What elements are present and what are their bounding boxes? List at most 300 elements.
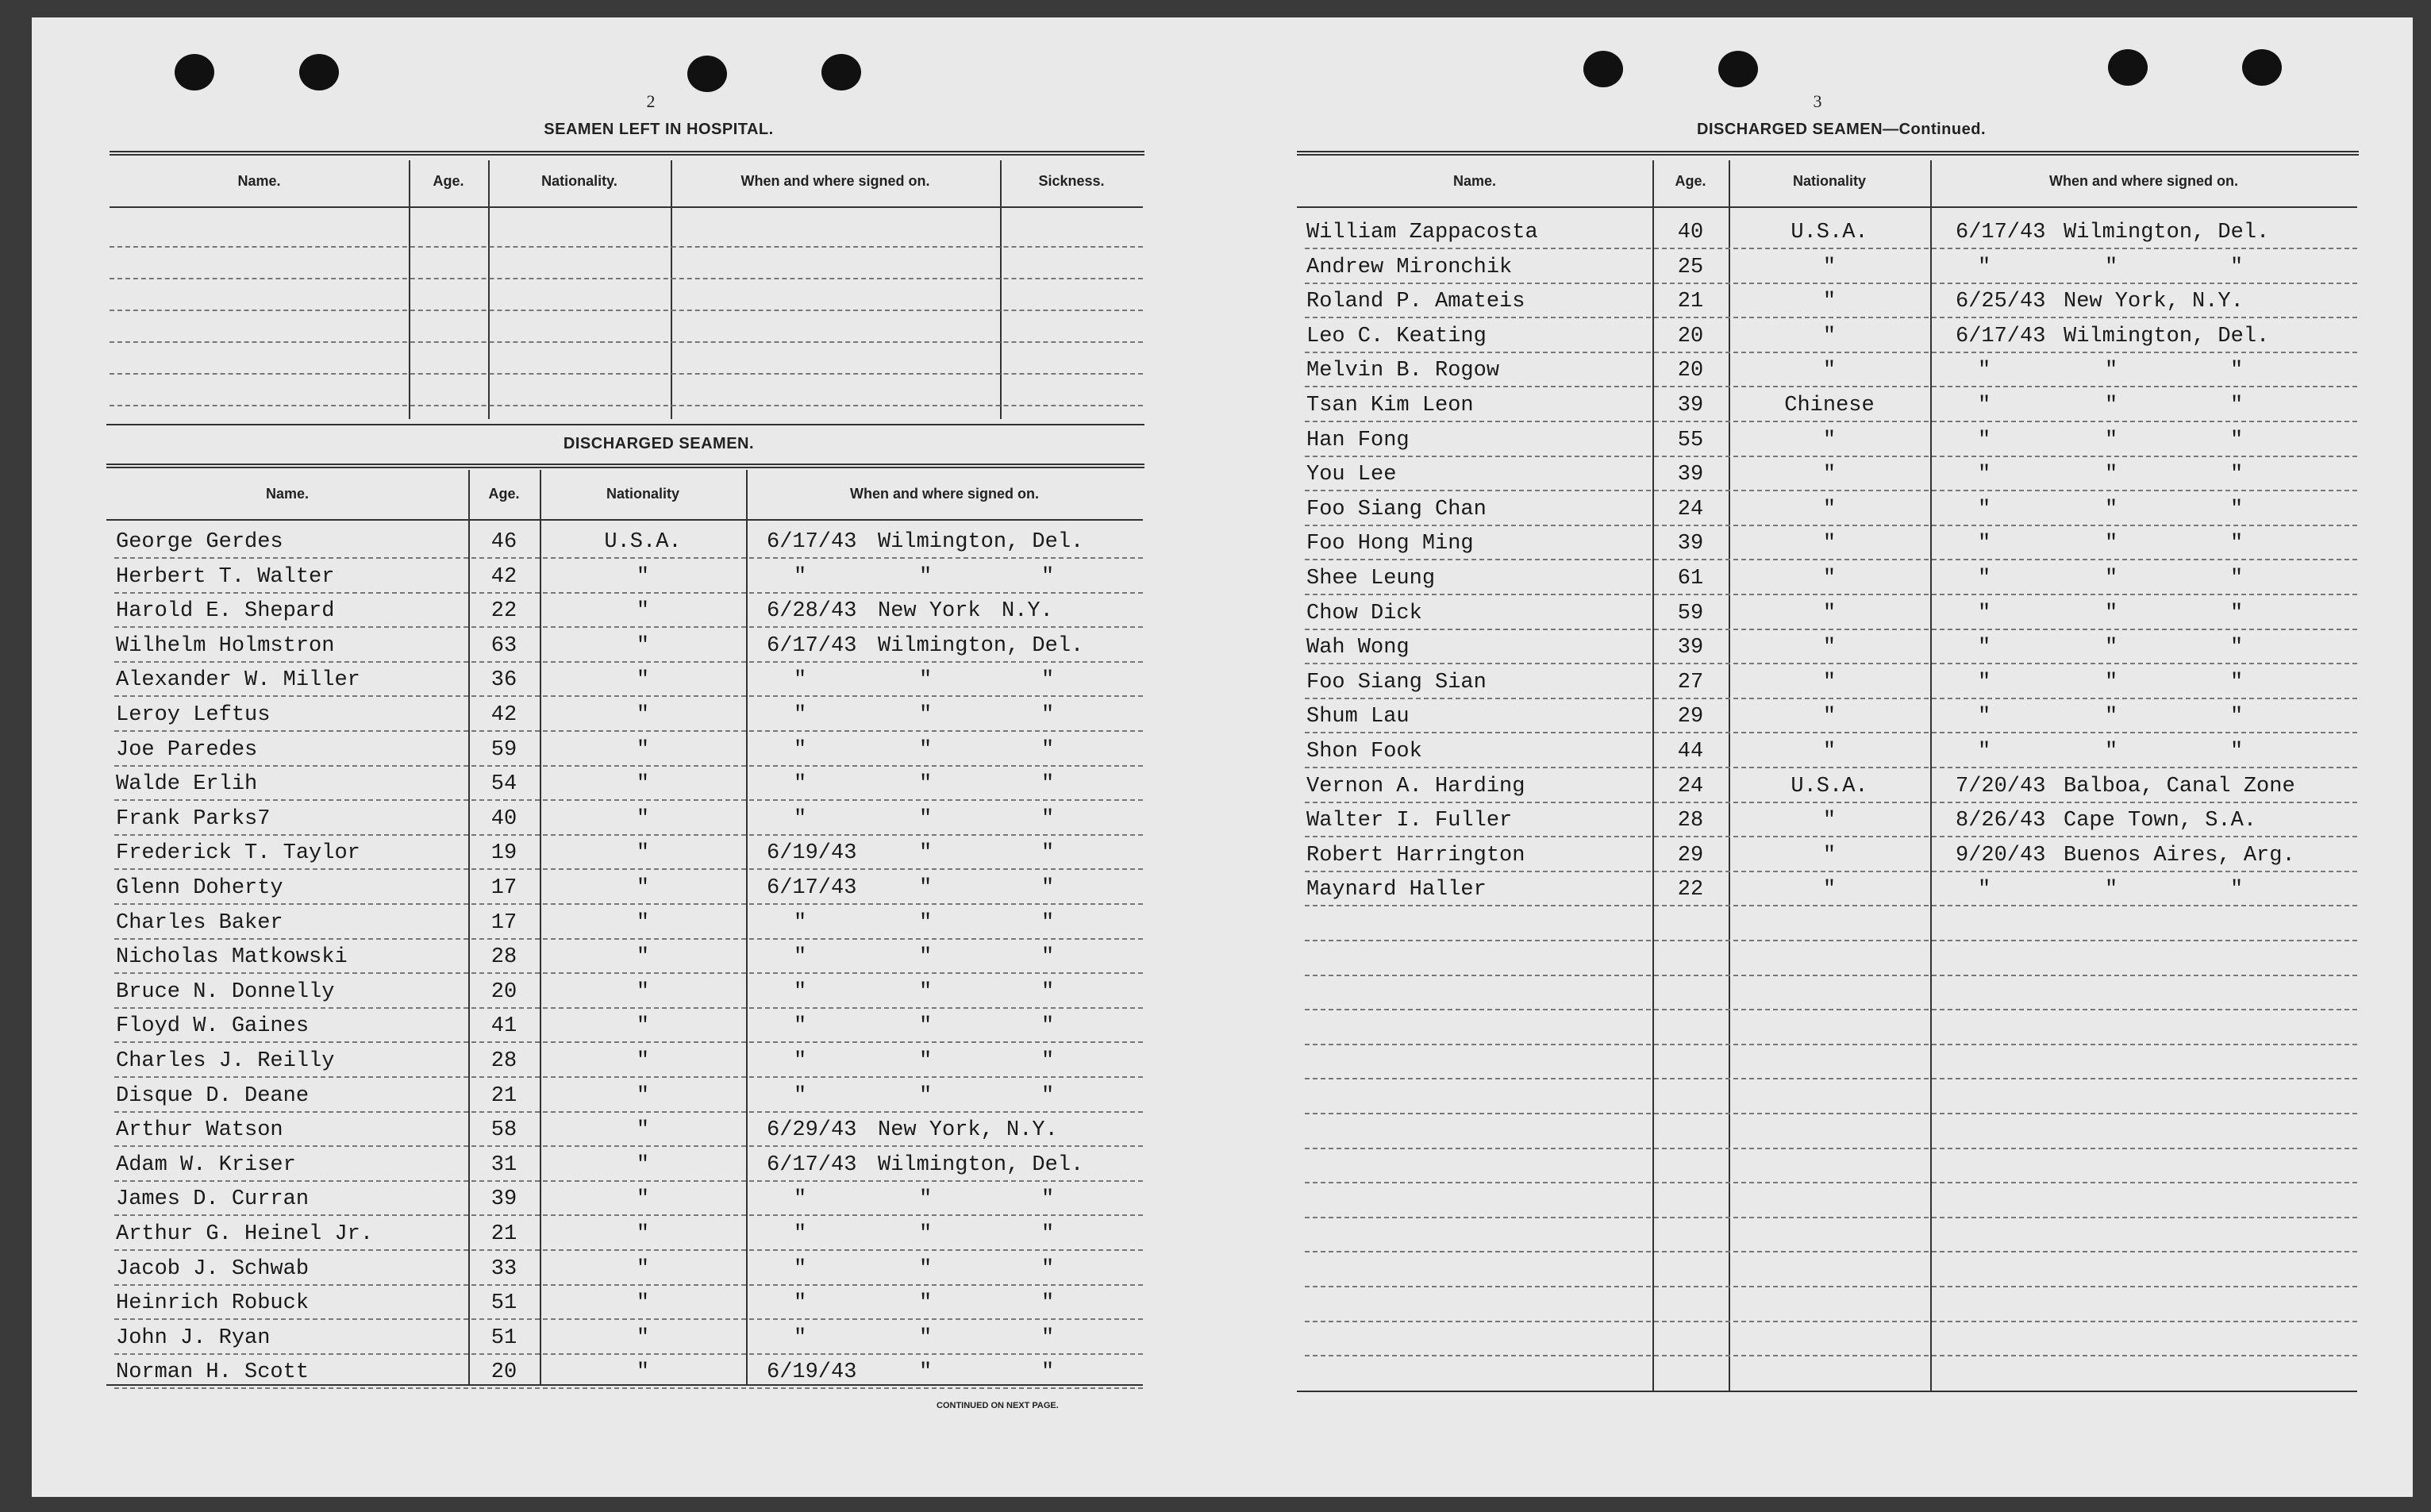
- seaman-nationality: ": [636, 1291, 650, 1316]
- punch-hole: [1718, 51, 1758, 87]
- seaman-age: 46: [490, 530, 517, 554]
- row-rule: [1305, 525, 2357, 526]
- seaman-nationality: ": [1822, 428, 1837, 452]
- row-rule: [114, 1387, 1143, 1389]
- seaman-age: 42: [490, 703, 517, 727]
- signed-state: ": [2230, 878, 2244, 902]
- signed-place: ": [2105, 532, 2118, 556]
- seaman-age: 22: [1677, 878, 1704, 902]
- table-header-cell: Age.: [1675, 173, 1706, 189]
- signed-state: ": [1041, 876, 1055, 900]
- seaman-age: 25: [1677, 255, 1704, 279]
- hospital-row-rule: [110, 310, 1143, 311]
- seaman-age: 17: [490, 876, 517, 900]
- punch-hole: [1583, 51, 1623, 87]
- table-header-cell: Nationality: [606, 486, 679, 502]
- row-rule: [1305, 1182, 2357, 1183]
- row-rule: [1305, 698, 2357, 699]
- row-rule: [1305, 802, 2357, 803]
- hospital-column-divider: [1000, 160, 1002, 419]
- seaman-name: Maynard Haller: [1306, 878, 1487, 902]
- signed-date: 6/19/43: [767, 841, 857, 866]
- seaman-nationality: ": [1822, 809, 1837, 833]
- seaman-age: 28: [490, 945, 517, 970]
- row-rule: [114, 695, 1143, 697]
- seaman-name: Frank Parks7: [116, 806, 271, 831]
- signed-place: ": [919, 1187, 933, 1212]
- signed-state: ": [1041, 703, 1055, 727]
- seaman-age: 29: [1677, 843, 1704, 868]
- row-rule: [1305, 1113, 2357, 1114]
- seaman-name: Charles Baker: [116, 910, 283, 935]
- signed-place: ": [919, 703, 933, 727]
- signed-place: ": [2105, 463, 2118, 487]
- signed-state: ": [1041, 945, 1055, 970]
- seaman-age: 42: [490, 564, 517, 589]
- seaman-age: 20: [1677, 324, 1704, 348]
- signed-place: ": [919, 1014, 933, 1039]
- hospital-column-divider: [671, 160, 672, 419]
- row-rule: [114, 1214, 1143, 1216]
- table-header-cell: When and where signed on.: [849, 486, 1040, 502]
- seaman-nationality: ": [1822, 255, 1837, 279]
- signed-date: 6/17/43: [767, 1152, 857, 1177]
- bottom-rule: [106, 1384, 1143, 1386]
- signed-place: ": [919, 1222, 933, 1246]
- signed-state: ": [1041, 1049, 1055, 1073]
- seaman-nationality: ": [636, 945, 650, 970]
- continued-footer: CONTINUED ON NEXT PAGE.: [937, 1401, 1059, 1410]
- hospital-header-cell: Nationality.: [541, 173, 617, 189]
- seaman-name: Disque D. Deane: [116, 1083, 310, 1108]
- row-rule: [1305, 1078, 2357, 1079]
- seaman-name: Alexander W. Miller: [116, 668, 360, 693]
- signed-place: ": [919, 1083, 933, 1108]
- signed-state: ": [1041, 668, 1055, 693]
- table-header-cell: Name.: [1452, 173, 1497, 189]
- seaman-nationality: ": [636, 703, 650, 727]
- row-rule: [1305, 1044, 2357, 1045]
- signed-place: ": [919, 910, 933, 935]
- signed-place: ": [919, 945, 933, 970]
- seaman-nationality: ": [636, 1083, 650, 1108]
- hospital-row-rule: [110, 405, 1143, 406]
- seaman-age: 63: [490, 633, 517, 658]
- signed-date: ": [794, 564, 807, 589]
- signed-place: New York, N.Y.: [2064, 290, 2244, 314]
- left-page-number: 2: [646, 91, 656, 111]
- seaman-nationality: ": [636, 1014, 650, 1039]
- seaman-name: Shum Lau: [1306, 705, 1410, 729]
- seaman-nationality: ": [1822, 532, 1837, 556]
- discharged-top-rule: [106, 464, 1144, 468]
- table-header-cell: Name.: [265, 486, 310, 502]
- seaman-nationality: ": [1822, 359, 1837, 383]
- seaman-name: Tsan Kim Leon: [1306, 394, 1474, 417]
- signed-date: ": [1978, 532, 1991, 556]
- row-rule: [1305, 594, 2357, 595]
- column-divider: [1930, 160, 1932, 1391]
- signed-place: ": [919, 841, 933, 866]
- signed-state: ": [2230, 497, 2244, 521]
- signed-date: ": [1978, 394, 1991, 417]
- row-rule: [1305, 871, 2357, 872]
- seaman-age: 24: [1677, 774, 1704, 798]
- row-rule: [1305, 490, 2357, 491]
- signed-state: ": [2230, 255, 2244, 279]
- signed-state: ": [1041, 772, 1055, 797]
- seaman-nationality: ": [1822, 843, 1837, 868]
- seaman-nationality: ": [636, 737, 650, 762]
- signed-date: ": [794, 668, 807, 693]
- row-rule: [1305, 421, 2357, 422]
- seaman-age: 17: [490, 910, 517, 935]
- signed-state: ": [1041, 737, 1055, 762]
- seaman-nationality: ": [636, 1152, 650, 1177]
- seaman-name: Joe Paredes: [116, 737, 258, 762]
- signed-state: ": [1041, 1360, 1055, 1385]
- seaman-name: Charles J. Reilly: [116, 1049, 335, 1073]
- signed-state: ": [2230, 705, 2244, 729]
- seaman-nationality: U.S.A.: [604, 530, 682, 554]
- seaman-age: 21: [490, 1083, 517, 1108]
- signed-date: ": [794, 772, 807, 797]
- seaman-name: Walter I. Fuller: [1306, 809, 1513, 833]
- seaman-age: 28: [490, 1049, 517, 1073]
- signed-date: ": [1978, 567, 1991, 591]
- signed-state: ": [2230, 670, 2244, 694]
- seaman-name: George Gerdes: [116, 530, 283, 554]
- row-rule: [114, 592, 1143, 594]
- seaman-nationality: ": [636, 1325, 650, 1350]
- signed-date: ": [1978, 359, 1991, 383]
- hospital-row-rule: [110, 246, 1143, 248]
- seaman-name: Roland P. Amateis: [1306, 290, 1525, 314]
- signed-state: ": [1041, 1083, 1055, 1108]
- seaman-name: James D. Curran: [116, 1187, 310, 1212]
- signed-state: ": [1041, 1187, 1055, 1212]
- signed-place: ": [2105, 394, 2118, 417]
- seaman-age: 39: [1677, 394, 1704, 417]
- table-header-cell: When and where signed on.: [2048, 173, 2239, 189]
- signed-place: Balboa, Canal Zone: [2064, 774, 2295, 798]
- signed-place: ": [919, 737, 933, 762]
- row-rule: [114, 661, 1143, 663]
- seaman-name: Han Fong: [1306, 428, 1410, 452]
- seaman-age: 19: [490, 841, 517, 866]
- seaman-name: William Zappacosta: [1306, 221, 1538, 244]
- signed-date: ": [1978, 670, 1991, 694]
- row-rule: [1305, 1286, 2357, 1287]
- row-rule: [1305, 732, 2357, 733]
- signed-date: ": [794, 979, 807, 1004]
- row-rule: [1305, 248, 2357, 249]
- signed-state: ": [2230, 532, 2244, 556]
- signed-state: ": [2230, 636, 2244, 660]
- row-rule: [114, 1007, 1143, 1009]
- seaman-age: 21: [490, 1222, 517, 1246]
- table-header-cell: Nationality: [1792, 173, 1866, 189]
- row-rule: [114, 1180, 1143, 1182]
- seaman-name: Vernon A. Harding: [1306, 774, 1525, 798]
- signed-state: ": [1041, 1291, 1055, 1316]
- signed-date: ": [794, 1187, 807, 1212]
- seaman-name: Melvin B. Rogow: [1306, 359, 1500, 383]
- signed-place: Wilmington, Del.: [2064, 324, 2270, 348]
- signed-state: ": [2230, 428, 2244, 452]
- row-rule: [114, 938, 1143, 940]
- signed-date: 6/17/43: [767, 876, 857, 900]
- signed-state: ": [2230, 740, 2244, 764]
- seaman-name: Heinrich Robuck: [116, 1291, 310, 1316]
- hospital-column-divider: [488, 160, 490, 419]
- hospital-row-rule: [110, 278, 1143, 279]
- hospital-column-divider: [409, 160, 410, 419]
- signed-date: 6/29/43: [767, 1118, 857, 1143]
- seaman-nationality: Chinese: [1784, 394, 1875, 417]
- punch-hole: [2108, 49, 2148, 86]
- signed-date: 6/17/43: [767, 530, 857, 554]
- row-rule: [114, 730, 1143, 732]
- seaman-nationality: ": [1822, 740, 1837, 764]
- seaman-name: Bruce N. Donnelly: [116, 979, 335, 1004]
- signed-state: N.Y.: [1002, 599, 1053, 624]
- signed-date: 6/17/43: [767, 633, 857, 658]
- signed-date: ": [1978, 705, 1991, 729]
- punch-hole: [821, 54, 861, 90]
- punch-hole: [2242, 49, 2282, 86]
- signed-state: ": [1041, 564, 1055, 589]
- seaman-age: 24: [1677, 497, 1704, 521]
- signed-date: 9/20/43: [1956, 843, 2046, 868]
- seaman-name: Frederick T. Taylor: [116, 841, 360, 866]
- row-rule: [1305, 629, 2357, 630]
- signed-date: 6/17/43: [1956, 221, 2046, 244]
- signed-date: ": [1978, 428, 1991, 452]
- seaman-age: 61: [1677, 567, 1704, 591]
- seaman-age: 39: [1677, 636, 1704, 660]
- signed-place: ": [919, 1291, 933, 1316]
- seaman-nationality: ": [636, 1360, 650, 1385]
- signed-state: ": [2230, 601, 2244, 625]
- row-rule: [114, 1145, 1143, 1147]
- ledger-paper: [32, 17, 2413, 1497]
- signed-state: ": [2230, 463, 2244, 487]
- seaman-age: 29: [1677, 705, 1704, 729]
- seaman-name: Glenn Doherty: [116, 876, 283, 900]
- row-rule: [1305, 1217, 2357, 1218]
- seaman-name: Adam W. Kriser: [116, 1152, 296, 1177]
- signed-state: ": [2230, 394, 2244, 417]
- signed-state: ": [1041, 1256, 1055, 1281]
- signed-place: ": [2105, 428, 2118, 452]
- seaman-name: Wah Wong: [1306, 636, 1410, 660]
- hospital-header-cell: When and where signed on.: [740, 173, 930, 189]
- seaman-age: 51: [490, 1325, 517, 1350]
- signed-date: ": [794, 1083, 807, 1108]
- hospital-row-rule: [110, 373, 1143, 375]
- signed-place: ": [919, 979, 933, 1004]
- row-rule: [1305, 836, 2357, 837]
- signed-date: ": [1978, 463, 1991, 487]
- signed-date: ": [794, 910, 807, 935]
- seaman-nationality: ": [636, 876, 650, 900]
- hospital-header-cell: Sickness.: [1038, 173, 1105, 189]
- seaman-name: Leroy Leftus: [116, 703, 271, 727]
- signed-date: ": [794, 737, 807, 762]
- signed-place: ": [919, 876, 933, 900]
- row-rule: [114, 903, 1143, 905]
- signed-state: ": [1041, 1325, 1055, 1350]
- row-rule: [1305, 767, 2357, 768]
- signed-place: ": [919, 1360, 933, 1385]
- seaman-age: 28: [1677, 809, 1704, 833]
- signed-place: ": [2105, 359, 2118, 383]
- seaman-nationality: ": [636, 668, 650, 693]
- signed-date: ": [794, 703, 807, 727]
- signed-place: ": [2105, 670, 2118, 694]
- seaman-name: Chow Dick: [1306, 601, 1422, 625]
- seaman-nationality: ": [1822, 636, 1837, 660]
- signed-date: ": [1978, 255, 1991, 279]
- row-rule: [114, 1249, 1143, 1251]
- signed-place: ": [919, 1049, 933, 1073]
- seaman-nationality: ": [636, 633, 650, 658]
- seaman-age: 20: [490, 979, 517, 1004]
- seaman-name: Floyd W. Gaines: [116, 1014, 310, 1039]
- seaman-age: 20: [1677, 359, 1704, 383]
- signed-place: Cape Town, S.A.: [2064, 809, 2257, 833]
- seaman-age: 31: [490, 1152, 517, 1177]
- row-rule: [114, 972, 1143, 974]
- signed-date: ": [794, 1325, 807, 1350]
- seaman-nationality: ": [636, 1118, 650, 1143]
- seaman-name: Wilhelm Holmstron: [116, 633, 335, 658]
- signed-place: ": [919, 668, 933, 693]
- seaman-age: 40: [490, 806, 517, 831]
- signed-date: ": [794, 1222, 807, 1246]
- signed-date: ": [1978, 878, 1991, 902]
- seaman-name: Shee Leung: [1306, 567, 1436, 591]
- seaman-name: You Lee: [1306, 463, 1397, 487]
- signed-place: ": [2105, 705, 2118, 729]
- signed-date: 7/20/43: [1956, 774, 2046, 798]
- seaman-name: John J. Ryan: [116, 1325, 271, 1350]
- row-rule: [1305, 663, 2357, 664]
- seaman-nationality: ": [1822, 290, 1837, 314]
- table-header-cell: Age.: [488, 486, 520, 502]
- seaman-nationality: ": [1822, 567, 1837, 591]
- seaman-nationality: ": [1822, 601, 1837, 625]
- seaman-age: 58: [490, 1118, 517, 1143]
- signed-date: 8/26/43: [1956, 809, 2046, 833]
- signed-date: ": [794, 1014, 807, 1039]
- signed-place: ": [2105, 567, 2118, 591]
- signed-place: ": [2105, 636, 2118, 660]
- seaman-name: Harold E. Shepard: [116, 599, 335, 624]
- seaman-nationality: ": [636, 1187, 650, 1212]
- seaman-nationality: ": [1822, 705, 1837, 729]
- row-rule: [1305, 905, 2357, 906]
- right-page-number: 3: [1813, 91, 1822, 111]
- signed-place: Wilmington, Del.: [878, 1152, 1084, 1177]
- seaman-age: 21: [1677, 290, 1704, 314]
- seaman-name: Arthur G. Heinel Jr.: [116, 1222, 374, 1246]
- signed-place: ": [2105, 255, 2118, 279]
- seaman-age: 36: [490, 668, 517, 693]
- punch-hole: [687, 56, 727, 92]
- signed-date: ": [794, 1256, 807, 1281]
- signed-place: Buenos Aires, Arg.: [2064, 843, 2295, 868]
- seaman-name: Shon Fook: [1306, 740, 1422, 764]
- signed-date: ": [1978, 636, 1991, 660]
- seaman-name: Leo C. Keating: [1306, 324, 1487, 348]
- header-rule: [1297, 206, 2357, 208]
- right-section-title: DISCHARGED SEAMEN—Continued.: [1697, 121, 1986, 138]
- seaman-nationality: ": [636, 772, 650, 797]
- hospital-header-cell: Name.: [237, 173, 281, 189]
- hospital-header-rule: [110, 206, 1143, 208]
- row-rule: [1305, 456, 2357, 457]
- seaman-age: 27: [1677, 670, 1704, 694]
- seaman-nationality: U.S.A.: [1791, 774, 1868, 798]
- signed-place: ": [919, 1325, 933, 1350]
- hospital-row-rule: [110, 341, 1143, 343]
- row-rule: [114, 1353, 1143, 1355]
- seaman-name: Foo Siang Sian: [1306, 670, 1487, 694]
- row-rule: [114, 868, 1143, 870]
- seaman-age: 41: [490, 1014, 517, 1039]
- signed-state: ": [1041, 1014, 1055, 1039]
- row-rule: [114, 1076, 1143, 1078]
- seaman-nationality: ": [636, 1256, 650, 1281]
- seaman-name: Nicholas Matkowski: [116, 945, 348, 970]
- row-rule: [1305, 1251, 2357, 1252]
- seaman-age: 44: [1677, 740, 1704, 764]
- signed-date: ": [1978, 497, 1991, 521]
- row-rule: [114, 799, 1143, 801]
- signed-place: ": [2105, 601, 2118, 625]
- seaman-age: 59: [1677, 601, 1704, 625]
- signed-date: 6/28/43: [767, 599, 857, 624]
- seaman-age: 54: [490, 772, 517, 797]
- signed-state: ": [1041, 806, 1055, 831]
- seaman-nationality: ": [1822, 324, 1837, 348]
- signed-place: ": [919, 772, 933, 797]
- hospital-header-cell: Age.: [433, 173, 464, 189]
- signed-date: 6/19/43: [767, 1360, 857, 1385]
- row-rule: [1305, 1148, 2357, 1149]
- signed-place: New York: [878, 599, 981, 624]
- seaman-age: 59: [490, 737, 517, 762]
- seaman-age: 51: [490, 1291, 517, 1316]
- row-rule: [1305, 559, 2357, 560]
- row-rule: [1305, 352, 2357, 353]
- row-rule: [114, 1284, 1143, 1286]
- seaman-nationality: ": [636, 806, 650, 831]
- signed-state: ": [2230, 567, 2244, 591]
- seaman-name: Foo Hong Ming: [1306, 532, 1474, 556]
- seaman-nationality: ": [636, 979, 650, 1004]
- seaman-name: Robert Harrington: [1306, 843, 1525, 868]
- row-rule: [114, 765, 1143, 767]
- seaman-age: 39: [1677, 463, 1704, 487]
- seaman-nationality: ": [636, 599, 650, 624]
- row-rule: [1305, 1321, 2357, 1322]
- signed-state: ": [1041, 910, 1055, 935]
- hospital-top-rule: [110, 151, 1144, 156]
- row-rule: [1305, 1355, 2357, 1356]
